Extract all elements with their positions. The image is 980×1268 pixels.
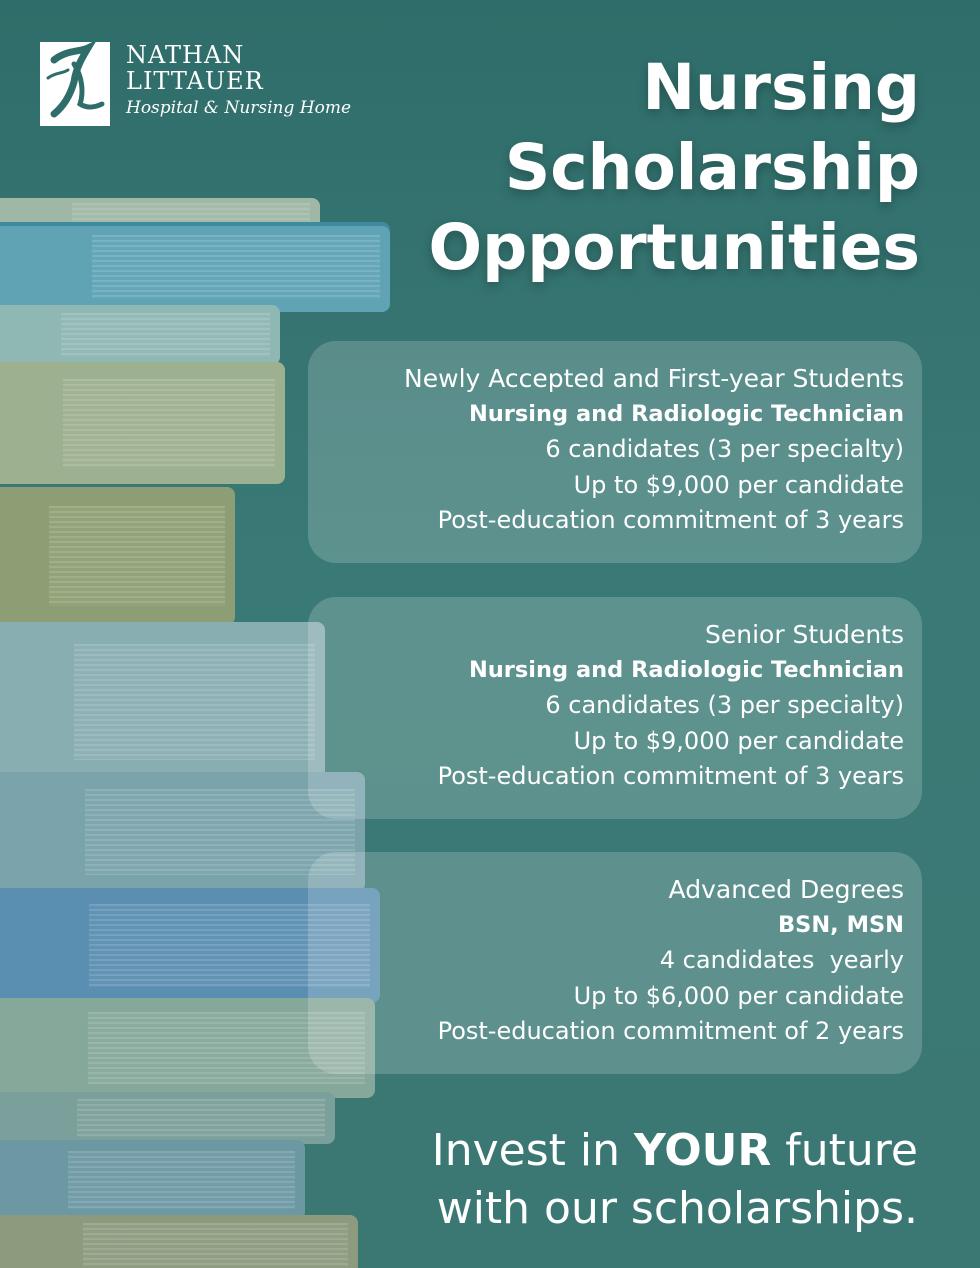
tagline — [432, 1122, 918, 1238]
card-candidates: 6 candidates (3 per specialty) — [545, 435, 904, 463]
card-heading: Newly Accepted and First-year Students — [404, 364, 904, 393]
card-commitment: Post-education commitment of 3 years — [437, 762, 904, 790]
card-candidates: 4 candidates yearly — [659, 946, 904, 974]
title-line-3: Opportunities — [428, 211, 920, 284]
tagline-part1: Invest in — [431, 1125, 634, 1176]
tagline-line-2: with our scholarships. — [436, 1183, 918, 1234]
card-commitment: Post-education commitment of 2 years — [437, 1017, 904, 1045]
logo-name-line1: NATHAN — [126, 41, 245, 69]
card-heading: Senior Students — [705, 620, 904, 649]
card-fields: Nursing and Radiologic Technician — [468, 400, 904, 427]
card-fields: BSN, MSN — [778, 911, 904, 938]
logo-name-line2: LITTAUER — [126, 67, 264, 95]
page-title — [429, 48, 920, 288]
logo-monogram-icon — [40, 42, 110, 126]
card-amount: Up to $9,000 per candidate — [573, 470, 904, 499]
card-heading: Advanced Degrees — [668, 875, 904, 904]
title-line-2: Scholarship — [504, 131, 920, 204]
tagline-line-1 — [432, 1122, 918, 1180]
scholarship-card-advanced — [308, 852, 922, 1074]
logo-mark — [40, 42, 110, 126]
card-commitment: Post-education commitment of 3 years — [437, 506, 904, 534]
card-amount: Up to $6,000 per candidate — [573, 981, 904, 1010]
card-fields: Nursing and Radiologic Technician — [468, 656, 904, 683]
title-line-1: Nursing — [642, 51, 920, 124]
tagline-emphasis: YOUR — [633, 1125, 772, 1176]
hospital-logo — [40, 42, 351, 126]
logo-subtitle: Hospital & Nursing Home — [126, 98, 352, 118]
card-amount: Up to $9,000 per candidate — [573, 726, 904, 755]
scholarship-card-first-year — [308, 341, 922, 563]
card-candidates: 6 candidates (3 per specialty) — [545, 691, 904, 719]
tagline-part2: future — [771, 1125, 918, 1176]
scholarship-card-senior — [308, 597, 922, 819]
